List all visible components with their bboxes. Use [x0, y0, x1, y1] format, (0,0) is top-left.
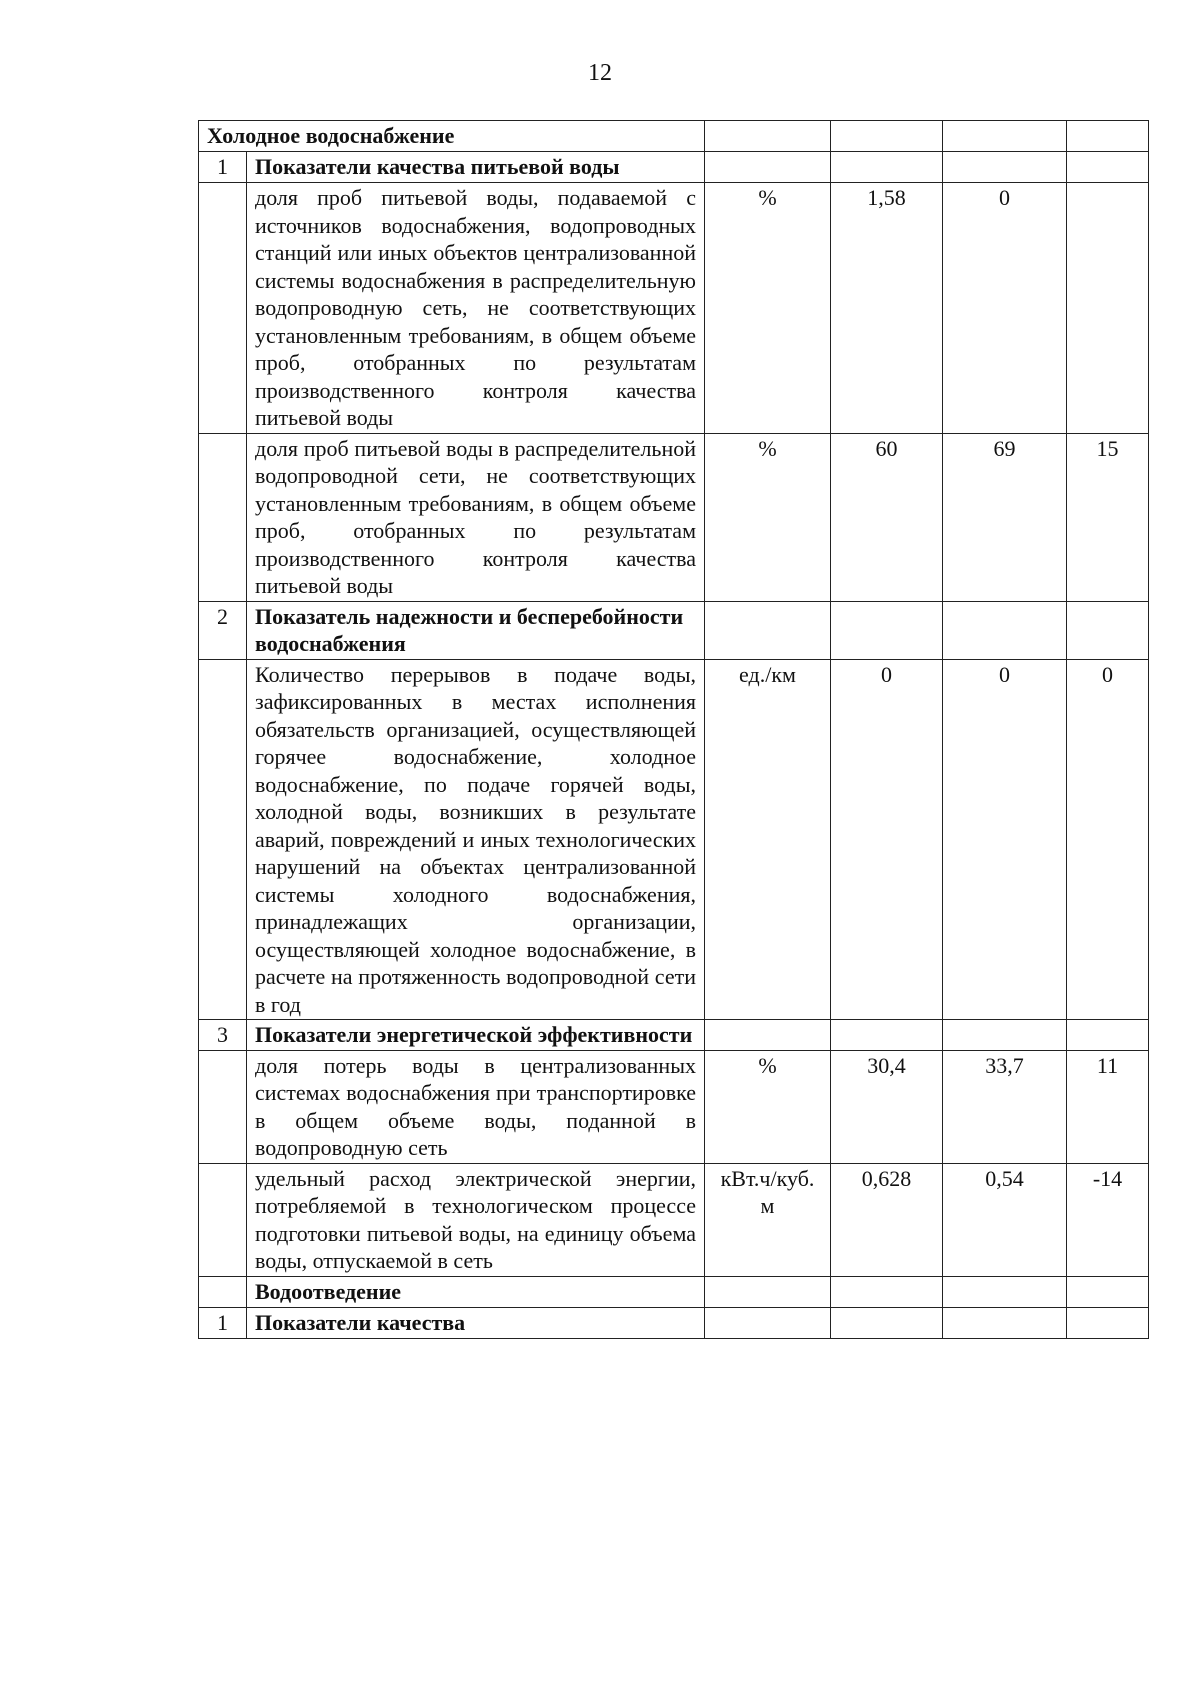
section-title: Водоотведение	[247, 1276, 705, 1307]
indicator-unit: %	[705, 1050, 831, 1163]
indicator-text: доля проб питьевой воды, подаваемой с источников водоснабжения, водопроводных станций или иных объектов централизованной системы водоснабжения в распределительную водопроводную сеть, не соответствующих установленным требованиям, в общем объеме проб, отобранных по результатам производственного контроля качества питьевой воды	[247, 183, 705, 434]
indicator-unit: %	[705, 183, 831, 434]
indicator-value-2: 0,54	[943, 1163, 1067, 1276]
indicator-value-1: 30,4	[831, 1050, 943, 1163]
table-row	[199, 1163, 1149, 1276]
indicator-value-1: 0	[831, 659, 943, 1020]
indicator-value-1: 0,628	[831, 1163, 943, 1276]
indicator-value-3: 0	[1067, 659, 1149, 1020]
table-row	[199, 659, 1149, 1020]
indicator-value-1: 60	[831, 433, 943, 601]
group-heading-row	[199, 601, 1149, 659]
indicator-value-3	[1067, 183, 1149, 434]
group-number: 1	[199, 152, 247, 183]
group-heading-row	[199, 152, 1149, 183]
section-title: Холодное водоснабжение	[199, 121, 705, 152]
table-row	[199, 183, 1149, 434]
section-row	[199, 121, 1149, 152]
group-number: 1	[199, 1307, 247, 1338]
group-heading: Показатели энергетической эффективности	[247, 1020, 705, 1051]
indicator-text: доля потерь воды в централизованных системах водоснабжения при транспортировке в общем объеме воды, поданной в водопроводную сеть	[247, 1050, 705, 1163]
indicator-unit: кВт.ч/куб. м	[705, 1163, 831, 1276]
indicators-table	[198, 120, 1149, 1339]
group-number: 3	[199, 1020, 247, 1051]
indicator-value-3: -14	[1067, 1163, 1149, 1276]
indicator-value-2: 69	[943, 433, 1067, 601]
indicator-value-3: 15	[1067, 433, 1149, 601]
group-heading: Показатель надежности и бесперебойности водоснабжения	[247, 601, 705, 659]
indicator-value-2: 33,7	[943, 1050, 1067, 1163]
indicator-value-1: 1,58	[831, 183, 943, 434]
page-number: 12	[588, 60, 612, 86]
indicator-value-3: 11	[1067, 1050, 1149, 1163]
indicator-value-2: 0	[943, 659, 1067, 1020]
indicator-unit: ед./км	[705, 659, 831, 1020]
indicator-unit: %	[705, 433, 831, 601]
indicator-value-2: 0	[943, 183, 1067, 434]
group-heading-row	[199, 1307, 1149, 1338]
section-row	[199, 1276, 1149, 1307]
group-heading: Показатели качества питьевой воды	[247, 152, 705, 183]
indicator-text: Количество перерывов в подаче воды, зафиксированных в местах исполнения обязательств организацией, осуществляющей горячее водоснабжение, холодное водоснабжение, по подаче горячей воды, холодной воды, возникших в результате аварий, повреждений и иных технологических нарушений на объектах централизованной системы холодного водоснабжения, принадлежащих организации, осуществляющей холодное водоснабжение, в расчете на протяженность водопроводной сети в год	[247, 659, 705, 1020]
table-row	[199, 1050, 1149, 1163]
group-number: 2	[199, 601, 247, 659]
indicator-text: доля проб питьевой воды в распределительной водопроводной сети, не соответствующих установленным требованиям, в общем объеме проб, отобранных по результатам производственного контроля качества питьевой воды	[247, 433, 705, 601]
group-heading-row	[199, 1020, 1149, 1051]
indicator-text: удельный расход электрической энергии, потребляемой в технологическом процессе подготовки питьевой воды, на единицу объема воды, отпускаемой в сеть	[247, 1163, 705, 1276]
table-row	[199, 433, 1149, 601]
group-heading: Показатели качества	[247, 1307, 705, 1338]
